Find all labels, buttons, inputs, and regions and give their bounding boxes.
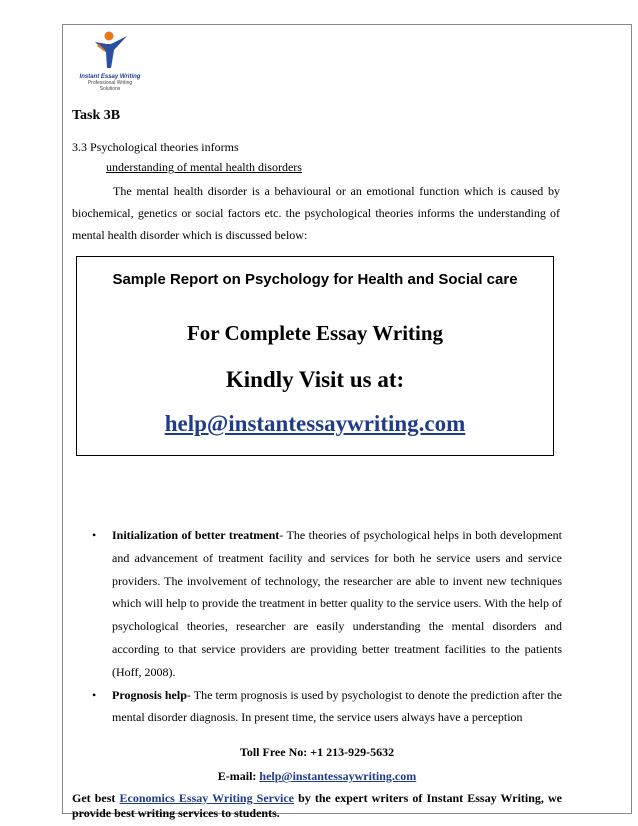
promo-line-1: For Complete Essay Writing (186, 321, 444, 345)
toll-free-number: Toll Free No: +1 213-929-5632 (239, 745, 395, 759)
intro-paragraph: The mental health disorder is a behavioural or an emotional function which is caused by biochemical, genetics or social factors etc. the psychological theories informs the understanding of mental health disorder which is discussed below: (72, 184, 560, 242)
writer-figure-icon (87, 30, 131, 74)
bullet-term: Prognosis help (112, 687, 187, 702)
economics-essay-service-link[interactable]: Economics Essay Writing Service (119, 791, 294, 805)
task-title: Task 3B (72, 108, 121, 123)
promo-prefix: Get best (72, 791, 120, 805)
promo-suffix: by the expert writers of Instant Essay Writing, we provide best writing services to students. (72, 791, 562, 820)
list-item (72, 524, 562, 684)
logo-tagline-2: Solutions (99, 86, 121, 92)
bullet-text: - The theories of psychological helps in both development and advancement of treatment facility and services for both he service users and service providers. The involvement of technology, the researcher are able to invent new techniques which will help to provide the treatment in better quality to the service users. With the help of psychological theories, researcher are easily understanding the mental disorders and according to that service providers are providing better treatment facilities to the patients (Hoff, 2008). (112, 528, 563, 679)
section-heading: 3.3 Psychological theories informs (72, 140, 239, 154)
bullet-list (72, 524, 562, 729)
bullet-icon: • (92, 687, 97, 702)
footer-email-link[interactable]: help@instantessaywriting.com (259, 769, 417, 783)
bullet-text: - The term prognosis is used by psychologist to denote the prediction after the mental disorder diagnosis. In present time, the service users always have a perception (112, 687, 562, 725)
bullet-icon: • (92, 528, 97, 542)
company-logo (75, 30, 145, 100)
section-subheading: understanding of mental health disorders (106, 160, 302, 174)
list-item (72, 684, 562, 730)
promo-box (76, 256, 554, 456)
bullet-term: Initialization of better treatment (112, 528, 280, 542)
promo-sample-title: Sample Report on Psychology for Health and Social care (112, 271, 518, 288)
footer-email-label: E-mail: (217, 769, 260, 783)
promo-email-link[interactable]: help@instantessaywriting.com (164, 411, 466, 436)
footer-promo (72, 791, 562, 821)
logo-brand: Instant Essay Writing (79, 74, 141, 80)
footer-email (72, 769, 562, 784)
logo-tagline-1: Professional Writing (87, 80, 133, 86)
promo-line-2: Kindly Visit us at: (225, 367, 405, 392)
